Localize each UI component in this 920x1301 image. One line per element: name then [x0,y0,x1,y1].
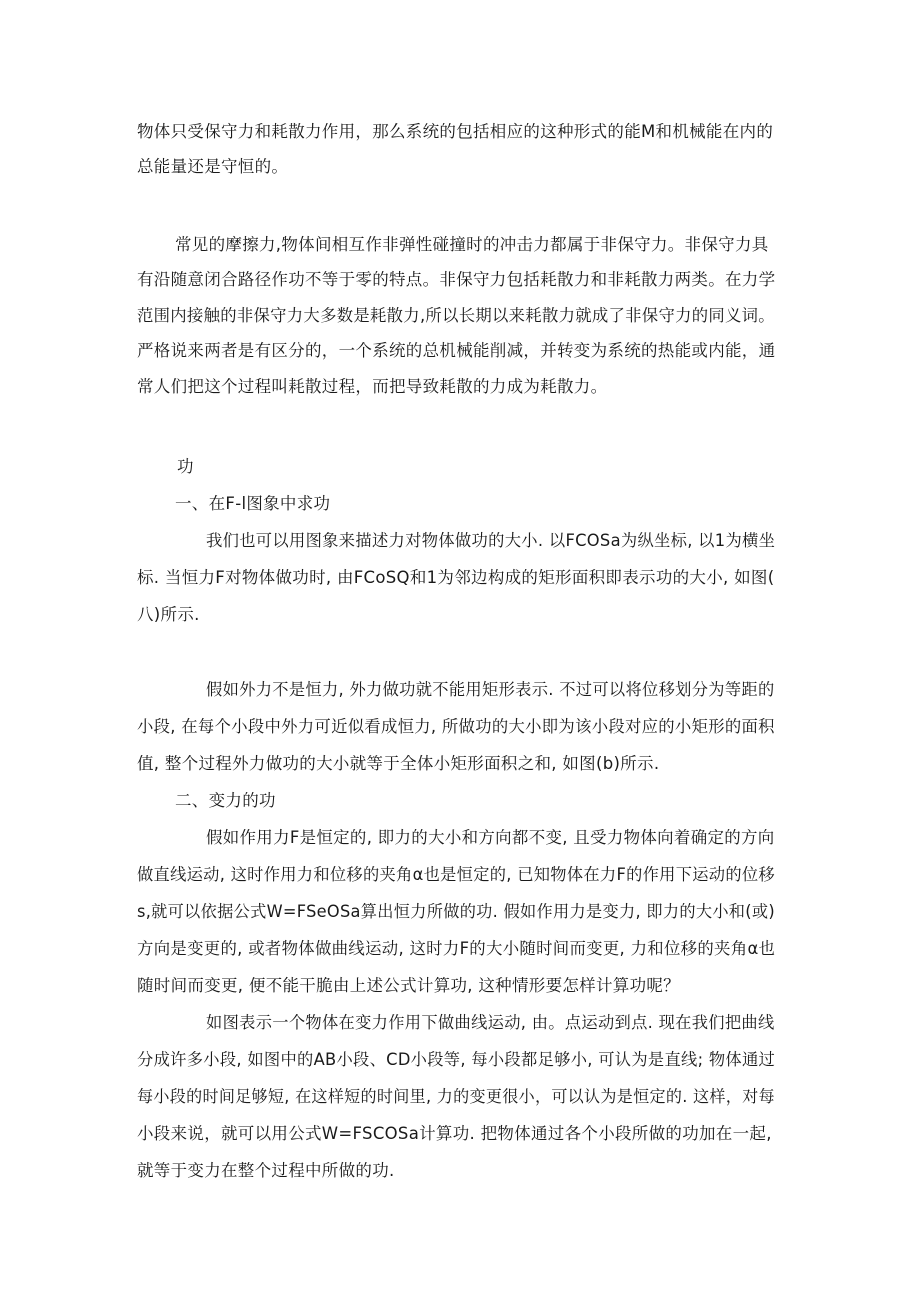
paragraph-5-line-2: 做直线运动, 这时作用力和位移的夹角α也是恒定的, 已知物体在力F的作用下运动的位移 [137,865,775,884]
heading-gong: 功 [177,457,194,476]
heading-section-2: 二、变力的功 [175,791,276,810]
paragraph-5-line-1: 假如作用力F是恒定的, 即力的大小和方向都不变, 且受力物体向着确定的方向 [206,828,775,847]
paragraph-5-line-4: 方向是变更的, 或者物体做曲线运动, 这时力F的大小随时间而变更, 力和位移的夹角α也 [137,939,776,958]
paragraph-3-line-3: 八)所示. [137,605,200,624]
paragraph-3-line-1: 我们也可以用图象来描述力对物体做功的大小. 以FCOSa为纵坐标, 以1为横坐 [206,531,776,550]
paragraph-6-line-3: 每小段的时间足够短, 在这样短的时间里, 力的变更很小，可以认为是恒定的. 这样，对每 [137,1087,775,1106]
paragraph-6-line-4: 小段来说，就可以用公式W=FSCOSa计算功. 把物体通过各个小段所做的功加在一起, [137,1124,772,1143]
paragraph-2-line-4: 严格说来两者是有区分的，一个系统的总机械能削减，并转变为系统的热能或内能，通 [137,341,776,360]
paragraph-6-line-1: 如图表示一个物体在变力作用下做曲线运动, 由。点运动到点. 现在我们把曲线 [206,1013,775,1032]
heading-section-1: 一、在F-l图象中求功 [175,494,331,513]
paragraph-1-line-1: 物体只受保守力和耗散力作用，那么系统的包括相应的这种形式的能M和机械能在内的 [137,122,774,141]
paragraph-4-line-1: 假如外力不是恒力, 外力做功就不能用矩形表示. 不过可以将位移划分为等距的 [206,680,775,699]
paragraph-5-line-5: 随时间而变更, 便不能干脆由上述公式计算功, 这种情形要怎样计算功呢？ [137,976,680,995]
paragraph-2-line-2: 有沿随意闭合路径作功不等于零的特点。非保守力包括耗散力和非耗散力两类。在力学 [137,270,776,289]
paragraph-6-line-5: 就等于变力在整个过程中所做的功. [137,1161,395,1180]
paragraph-4-line-3: 值, 整个过程外力做功的大小就等于全体小矩形面积之和, 如图(b)所示. [137,754,660,773]
paragraph-4-line-2: 小段, 在每个小段中外力可近似看成恒力, 所做功的大小即为该小段对应的小矩形的面积 [137,717,775,736]
paragraph-2-line-5: 常人们把这个过程叫耗散过程，而把导致耗散的力成为耗散力。 [137,377,608,396]
paragraph-2-line-3: 范围内接触的非保守力大多数是耗散力,所以长期以来耗散力就成了非保守力的同义词。 [137,306,775,325]
paragraph-6-line-2: 分成许多小段, 如图中的AB小段、CD小段等, 每小段都足够小, 可认为是直线; 物体通过 [137,1050,776,1069]
paragraph-1-line-2: 总能量还是守恒的。 [137,157,289,176]
paragraph-3-line-2: 标. 当恒力F对物体做功时, 由FCoSQ和1为邻边构成的矩形面积即表示功的大小, 如图( [137,568,775,587]
paragraph-2-line-1: 常见的摩擦力,物体间相互作非弹性碰撞时的冲击力都属于非保守力。非保守力具 [175,235,769,254]
paragraph-5-line-3: s,就可以依据公式W=FSeOSa算出恒力所做的功. 假如作用力是变力, 即力的大小和(或) [137,902,776,921]
